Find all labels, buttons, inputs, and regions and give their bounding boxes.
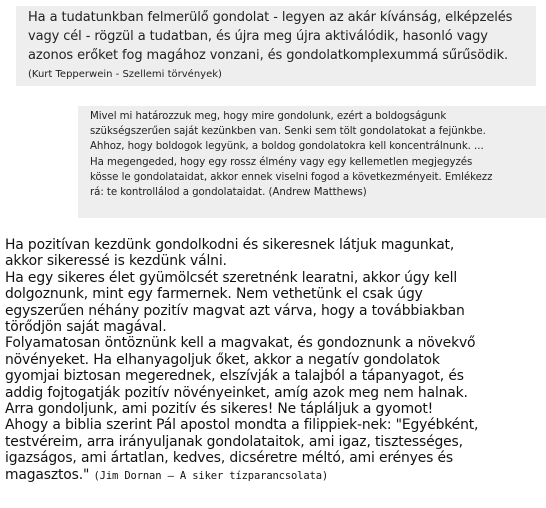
paragraph-line: gyomjai biztosan megerednek, elszívják a talajból a tápanyagot, és xyxy=(5,368,464,385)
quote-line: Ha a tudatunkban felmerülő gondolat - legyen az akár kívánság, elképzelés xyxy=(28,10,513,25)
paragraph-line: növényeket. Ha elhanyagoljuk őket, akkor a negatív gondolatok xyxy=(5,351,440,368)
quote-box-tepperwein xyxy=(16,6,536,86)
quote-line: Ahhoz, hogy boldogok legyünk, a boldog gondolatokra kell koncentrálnunk. ... xyxy=(90,141,484,153)
quote-source: (Kurt Tepperwein - Szellemi törvények) xyxy=(28,69,222,80)
quote-line: rá: te kontrollálod a gondolataidat. (Andrew Matthews) xyxy=(90,187,367,199)
paragraph-line: addig fojtogatják pozitív növényeinket, amíg azok meg nem halnak. xyxy=(5,384,468,401)
paragraph-line: igazságos, ami ártatlan, kedves, dicséretre méltó, ami erényes és xyxy=(5,450,453,467)
paragraph-line-end: magasztos." xyxy=(5,466,90,483)
citation-source: (Jim Dornan – A siker tízparancsolata) xyxy=(93,469,329,482)
paragraph-last-line xyxy=(5,467,543,484)
quote-line: kösse le gondolataidat, akkor ennek viselni fogod a következményeit. Emlékezz xyxy=(90,171,493,183)
quote-line: vagy cél - rögzül a tudatban, és újra meg újra aktiválódik, hasonló vagy xyxy=(28,29,488,44)
paragraph-line: Ahogy a biblia szerint Pál apostol mondta a filippiek-nek: "Egyébként, xyxy=(5,417,479,434)
paragraph-line: akkor sikeressé is kezdünk válni. xyxy=(5,253,227,270)
paragraph-line: dolgoznunk, mint egy farmernek. Nem vethetünk el csak úgy xyxy=(5,286,423,303)
main-paragraph xyxy=(5,237,543,484)
paragraph-line: Ha egy sikeres élet gyümölcsét szeretnénk learatni, akkor úgy kell xyxy=(5,269,458,286)
quote-line: Mivel mi határozzuk meg, hogy mire gondolunk, ezért a boldogságunk xyxy=(90,111,447,122)
paragraph-line: Arra gondoljunk, ami pozitív és sikeres! Ne tápláljuk a gyomot! xyxy=(5,401,434,418)
quote-line: azonos erőket fog magához vonzani, és gondolatkomplexummá sűrűsödik. xyxy=(28,48,509,63)
quote-text xyxy=(28,6,536,65)
paragraph-line: testvéreim, arra irányuljanak gondolataitok, ami igaz, tisztességes, xyxy=(5,433,463,450)
quote-text xyxy=(90,109,546,200)
paragraph-line: Ha pozitívan kezdünk gondolkodni és sikeresnek látjuk magunkat, xyxy=(5,237,455,253)
paragraph-line: Folyamatosan öntöznünk kell a magvakat, és gondoznunk a növekvő xyxy=(5,335,476,352)
quote-box-matthews xyxy=(78,106,546,218)
quote-line: szükségszerűen saját kezünkben van. Senki sem tölt gondolatokat a fejünkbe. xyxy=(90,126,486,138)
paragraph-line: egyszerűen néhány pozitív magvat azt várva, hogy a továbbiakban xyxy=(5,302,465,319)
quote-line: Ha megengeded, hogy egy rossz élmény vagy egy kellemetlen megjegyzés xyxy=(90,156,473,168)
paragraph-line: törődjön saját magával. xyxy=(5,319,167,336)
